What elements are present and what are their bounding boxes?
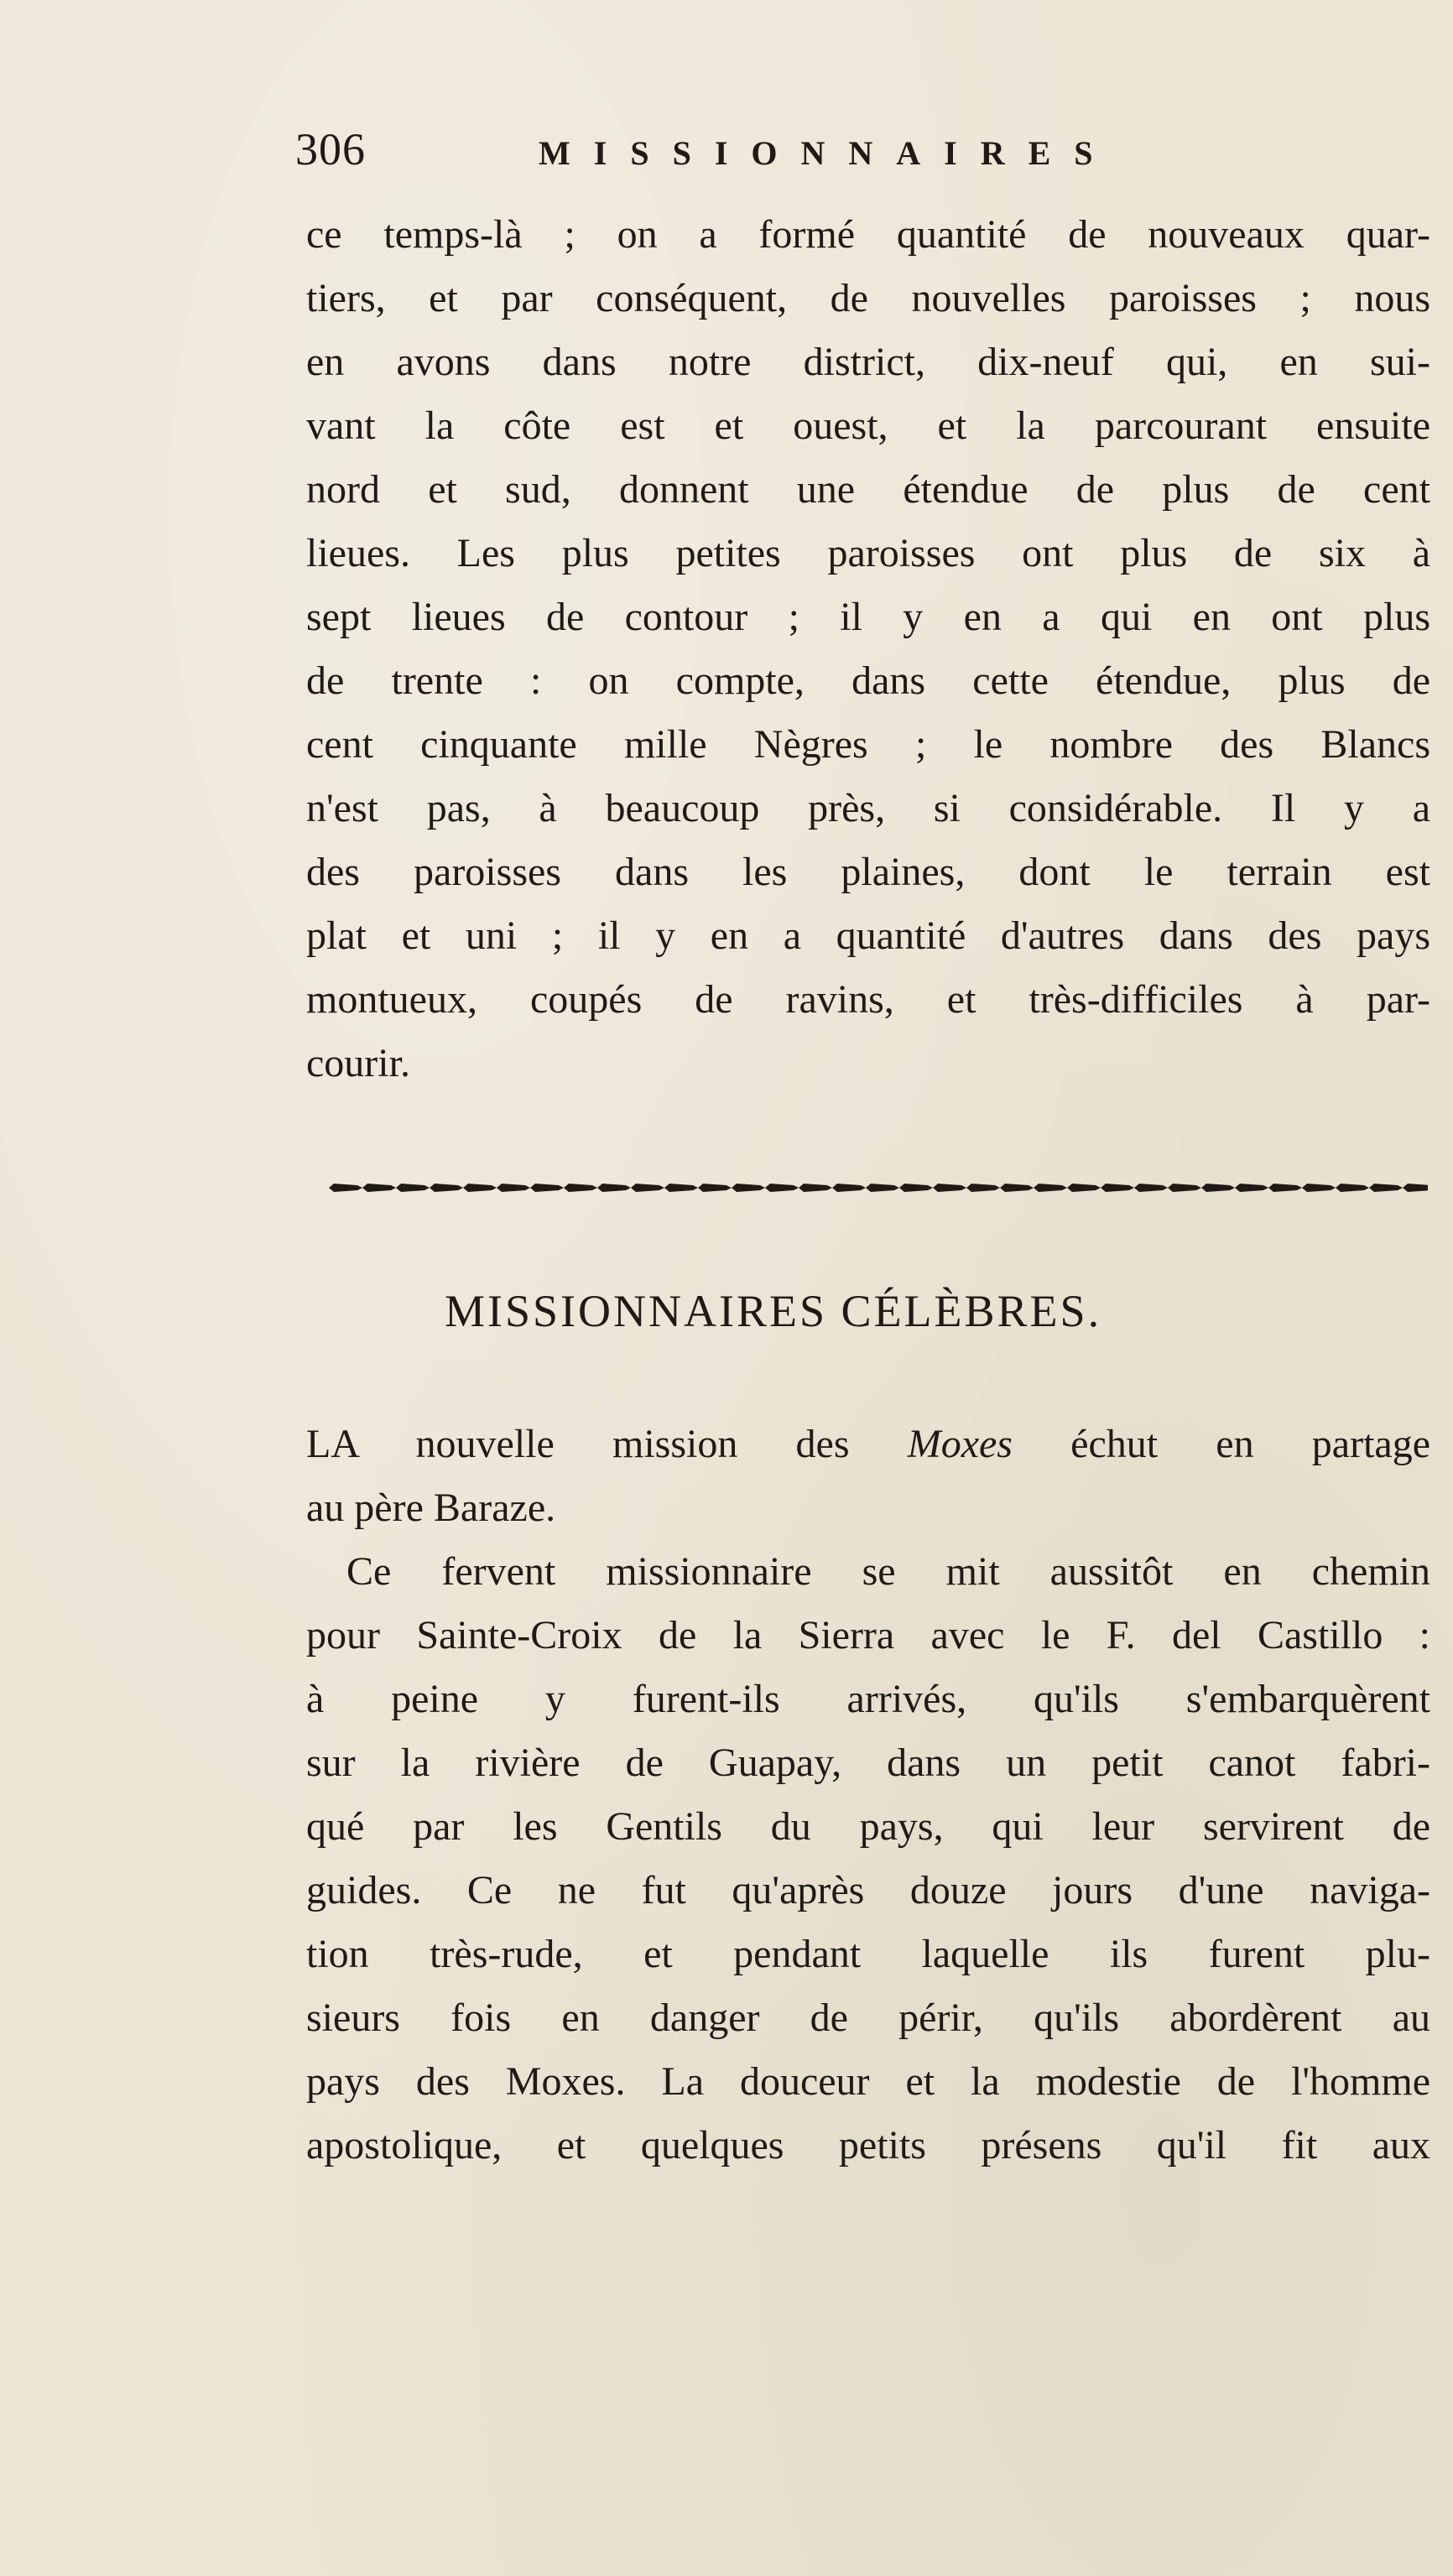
text-line: tion très-rude, et pendant laquelle ils furent plu- bbox=[306, 1932, 1430, 1976]
text-line: pour Sainte-Croix de la Sierra avec le F. del Castillo : bbox=[306, 1613, 1430, 1657]
text-line: tiers, et par conséquent, de nouvelles paroisses ; nous bbox=[306, 276, 1430, 320]
text-line: de trente : on compte, dans cette étendue, plus de bbox=[306, 658, 1430, 703]
body-text bbox=[306, 1413, 1430, 2178]
text-line: qué par les Gentils du pays, qui leur servirent de bbox=[306, 1804, 1430, 1849]
text-line: Ce fervent missionnaire se mit aussitôt en chemin bbox=[346, 1549, 1430, 1594]
page-number: 306 bbox=[295, 124, 366, 174]
text-line: guides. Ce ne fut qu'après douze jours d'une naviga- bbox=[306, 1868, 1430, 1912]
text-line: sieurs fois en danger de périr, qu'ils abordèrent au bbox=[306, 1996, 1430, 2040]
text-line: cent cinquante mille Nègres ; le nombre des Blancs bbox=[306, 722, 1430, 767]
text-line: courir. bbox=[306, 1041, 410, 1085]
text-line: apostolique, et quelques petits présens qu'il fit aux bbox=[306, 2123, 1430, 2167]
text-line: à peine y furent-ils arrivés, qu'ils s'embarquèrent bbox=[306, 1677, 1430, 1721]
running-head bbox=[295, 124, 1453, 191]
text-line: lieues. Les plus petites paroisses ont plus de six à bbox=[306, 531, 1430, 575]
ornamental-rule bbox=[329, 1179, 1428, 1197]
text-line: en avons dans notre district, dix-neuf qui, en sui- bbox=[306, 340, 1430, 384]
text-line: au père Baraze. bbox=[306, 1486, 556, 1530]
text-line: ce temps-là ; on a formé quantité de nouveaux quar- bbox=[306, 212, 1430, 257]
text-line: nord et sud, donnent une étendue de plus de cent bbox=[306, 467, 1430, 512]
opening-text-end: échut en partage bbox=[1012, 1422, 1431, 1466]
section-title: MISSIONNAIRES CÉLÈBRES. bbox=[445, 1286, 1102, 1336]
text-line: n'est pas, à beaucoup près, si considérable. Il y a bbox=[306, 786, 1430, 830]
text-line: plat et uni ; il y en a quantité d'autres dans des pays bbox=[306, 913, 1430, 958]
text-line: vant la côte est et ouest, et la parcourant ensuite bbox=[306, 403, 1430, 448]
text-line: montueux, coupés de ravins, et très-difficiles à par- bbox=[306, 977, 1430, 1022]
opening-text: LA nouvelle mission des bbox=[306, 1422, 908, 1466]
text-line: des paroisses dans les plaines, dont le terrain est bbox=[306, 850, 1430, 894]
running-title: MISSIONNAIRES bbox=[539, 134, 1117, 172]
text-line: pays des Moxes. La douceur et la modestie de l'homme bbox=[306, 2059, 1430, 2104]
moxes-italic: Moxes bbox=[907, 1422, 1013, 1466]
text-line: sept lieues de contour ; il y en a qui en ont plus bbox=[306, 595, 1430, 639]
paragraph-1 bbox=[306, 203, 1430, 1095]
opening-line bbox=[306, 1413, 1430, 1476]
text-line: sur la rivière de Guapay, dans un petit canot fabri- bbox=[306, 1741, 1430, 1785]
